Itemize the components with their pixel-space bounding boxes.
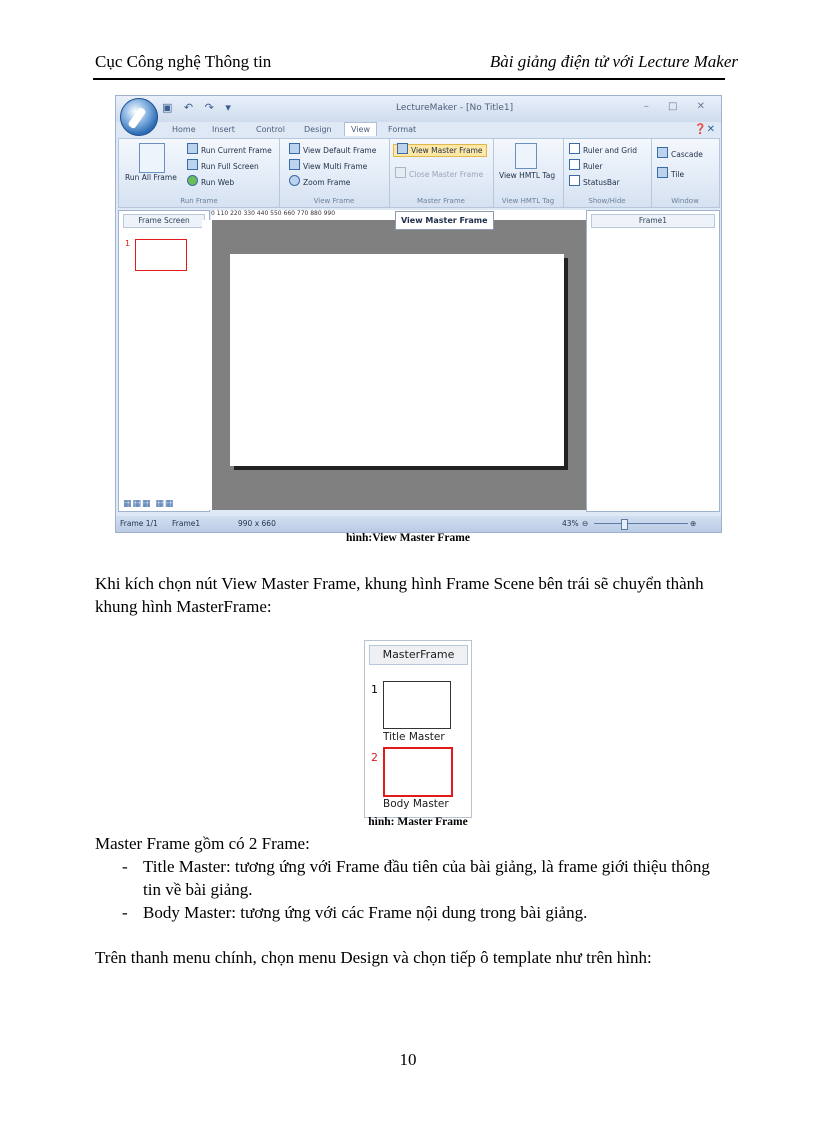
status-zoom: 43% — [562, 519, 579, 528]
zoom-icon — [289, 175, 300, 186]
zoom-frame-button[interactable]: Zoom Frame — [289, 175, 350, 187]
run-all-frame-icon — [139, 143, 165, 173]
tile-button[interactable]: Tile — [657, 167, 684, 179]
slide[interactable] — [230, 254, 564, 466]
body-master-label: Body Master — [383, 798, 449, 810]
header-left: Cục Công nghệ Thông tin — [95, 52, 272, 71]
zoom-slider[interactable] — [594, 523, 688, 524]
html-tag-icon — [515, 143, 537, 169]
paragraph-3: Trên thanh menu chính, chọn menu Design và chọn tiếp ô template như trên hình: — [95, 948, 652, 967]
view-default-frame-button[interactable]: View Default Frame — [289, 143, 376, 155]
frame-thumbnail[interactable] — [135, 239, 187, 271]
run-current-frame-icon — [187, 143, 198, 154]
header-rule — [93, 78, 725, 80]
tab-control[interactable]: Control — [256, 125, 285, 134]
statusbar-checkbox[interactable]: StatusBar — [569, 175, 620, 187]
tab-home[interactable]: Home — [172, 125, 196, 134]
tab-design[interactable]: Design — [304, 125, 332, 134]
item-number: 1 — [371, 683, 378, 696]
group-label: Window — [671, 197, 699, 205]
body-master-thumbnail[interactable] — [383, 747, 453, 797]
close-master-frame-button[interactable]: Close Master Frame — [395, 167, 483, 179]
masterframe-screenshot — [364, 640, 472, 818]
zoom-in-icon[interactable]: ⊕ — [690, 519, 697, 528]
header-right: Bài giảng điện tử với Lecture Maker — [489, 52, 738, 71]
grid-icon — [569, 143, 580, 154]
group-view-html-tag — [493, 139, 564, 207]
window-title: LectureMaker - [No Title1] — [396, 103, 514, 113]
window-controls[interactable]: – □ ✕ — [643, 101, 713, 112]
run-full-screen-button[interactable]: Run Full Screen — [187, 159, 259, 171]
figure-caption-1: hình:View Master Frame — [346, 532, 470, 544]
group-run-frame — [119, 139, 280, 207]
group-show-hide — [563, 139, 652, 207]
list-item: - Body Master: tương ứng với các Frame nội dung trong bài giảng. — [119, 901, 725, 924]
editing-canvas — [212, 220, 586, 510]
status-size: 990 x 660 — [238, 519, 276, 528]
checkbox-icon — [569, 159, 580, 170]
bullet-list — [119, 855, 725, 924]
group-label: Show/Hide — [588, 197, 626, 205]
run-all-frame-button[interactable]: Run All Frame — [125, 173, 177, 182]
title-master-label: Title Master — [383, 731, 445, 743]
ruler-checkbox[interactable]: Ruler — [569, 159, 602, 171]
ribbon — [118, 138, 720, 208]
group-label: Master Frame — [417, 197, 465, 205]
ruler-and-grid-button[interactable]: Ruler and Grid — [569, 143, 637, 155]
cascade-button[interactable]: Cascade — [657, 147, 703, 159]
tab-view[interactable]: View — [344, 122, 377, 136]
figure-caption-2: hình: Master Frame — [368, 816, 468, 828]
ribbon-tabs — [116, 122, 721, 138]
status-frame-count: Frame 1/1 — [120, 519, 158, 528]
cascade-icon — [657, 147, 668, 158]
run-full-screen-icon — [187, 159, 198, 170]
group-label: Run Frame — [180, 197, 218, 205]
pane-title: Frame1 — [591, 214, 715, 228]
zoom-slider-handle[interactable] — [621, 519, 628, 530]
view-master-frame-icon — [397, 143, 408, 154]
view-multi-frame-button[interactable]: View Multi Frame — [289, 159, 367, 171]
help-icon[interactable]: ❓✕ — [694, 124, 715, 135]
title-bar — [116, 96, 721, 122]
list-item: - Title Master: tương ứng với Frame đầu tiên của bài giảng, là frame giới thiệu thông tin về bài giảng. — [119, 855, 725, 901]
paragraph-1: Khi kích chọn nút View Master Frame, khung hình Frame Scene bên trái sẽ chuyển thành khung hình MasterFrame: — [95, 574, 704, 616]
frame-screen-pane — [118, 210, 210, 512]
group-window — [651, 139, 719, 207]
status-frame-name: Frame1 — [172, 519, 201, 528]
frame-pane — [586, 210, 720, 512]
thumb-number: 1 — [125, 239, 131, 248]
masterframe-title: MasterFrame — [369, 645, 468, 665]
close-master-frame-icon — [395, 167, 406, 178]
paragraph-2: Master Frame gồm có 2 Frame: — [95, 834, 310, 853]
pane-tools-icon[interactable]: ▦▦▦ ▦▦ — [123, 499, 175, 509]
group-view-frame — [279, 139, 390, 207]
tab-insert[interactable]: Insert — [212, 125, 235, 134]
group-label: View HMTL Tag — [501, 197, 555, 205]
globe-icon — [187, 175, 198, 186]
run-web-button[interactable]: Run Web — [187, 175, 234, 187]
checkbox-icon — [569, 175, 580, 186]
run-current-frame-button[interactable]: Run Current Frame — [187, 143, 272, 155]
tab-format[interactable]: Format — [388, 125, 417, 134]
pane-title: Frame Screen — [123, 214, 205, 228]
view-multi-frame-icon — [289, 159, 300, 170]
ruler-top: 0 110 220 330 440 550 660 770 880 990 — [211, 210, 586, 221]
item-number: 2 — [371, 751, 378, 764]
lecturemaker-screenshot — [115, 95, 722, 533]
view-html-tag-button[interactable]: View HMTL Tag — [499, 171, 556, 180]
zoom-out-icon[interactable]: ⊖ — [582, 519, 589, 528]
page-number: 10 — [399, 1050, 417, 1069]
status-bar — [116, 516, 721, 532]
tile-icon — [657, 167, 668, 178]
title-master-thumbnail[interactable] — [383, 681, 451, 729]
quick-access-toolbar[interactable]: ▣ ↶ ↷ ▾ — [162, 101, 235, 114]
view-default-frame-icon — [289, 143, 300, 154]
group-label: View Frame — [313, 197, 355, 205]
view-master-frame-button[interactable]: View Master Frame — [393, 143, 487, 155]
group-master-frame — [389, 139, 494, 207]
tooltip: View Master Frame — [395, 211, 494, 230]
